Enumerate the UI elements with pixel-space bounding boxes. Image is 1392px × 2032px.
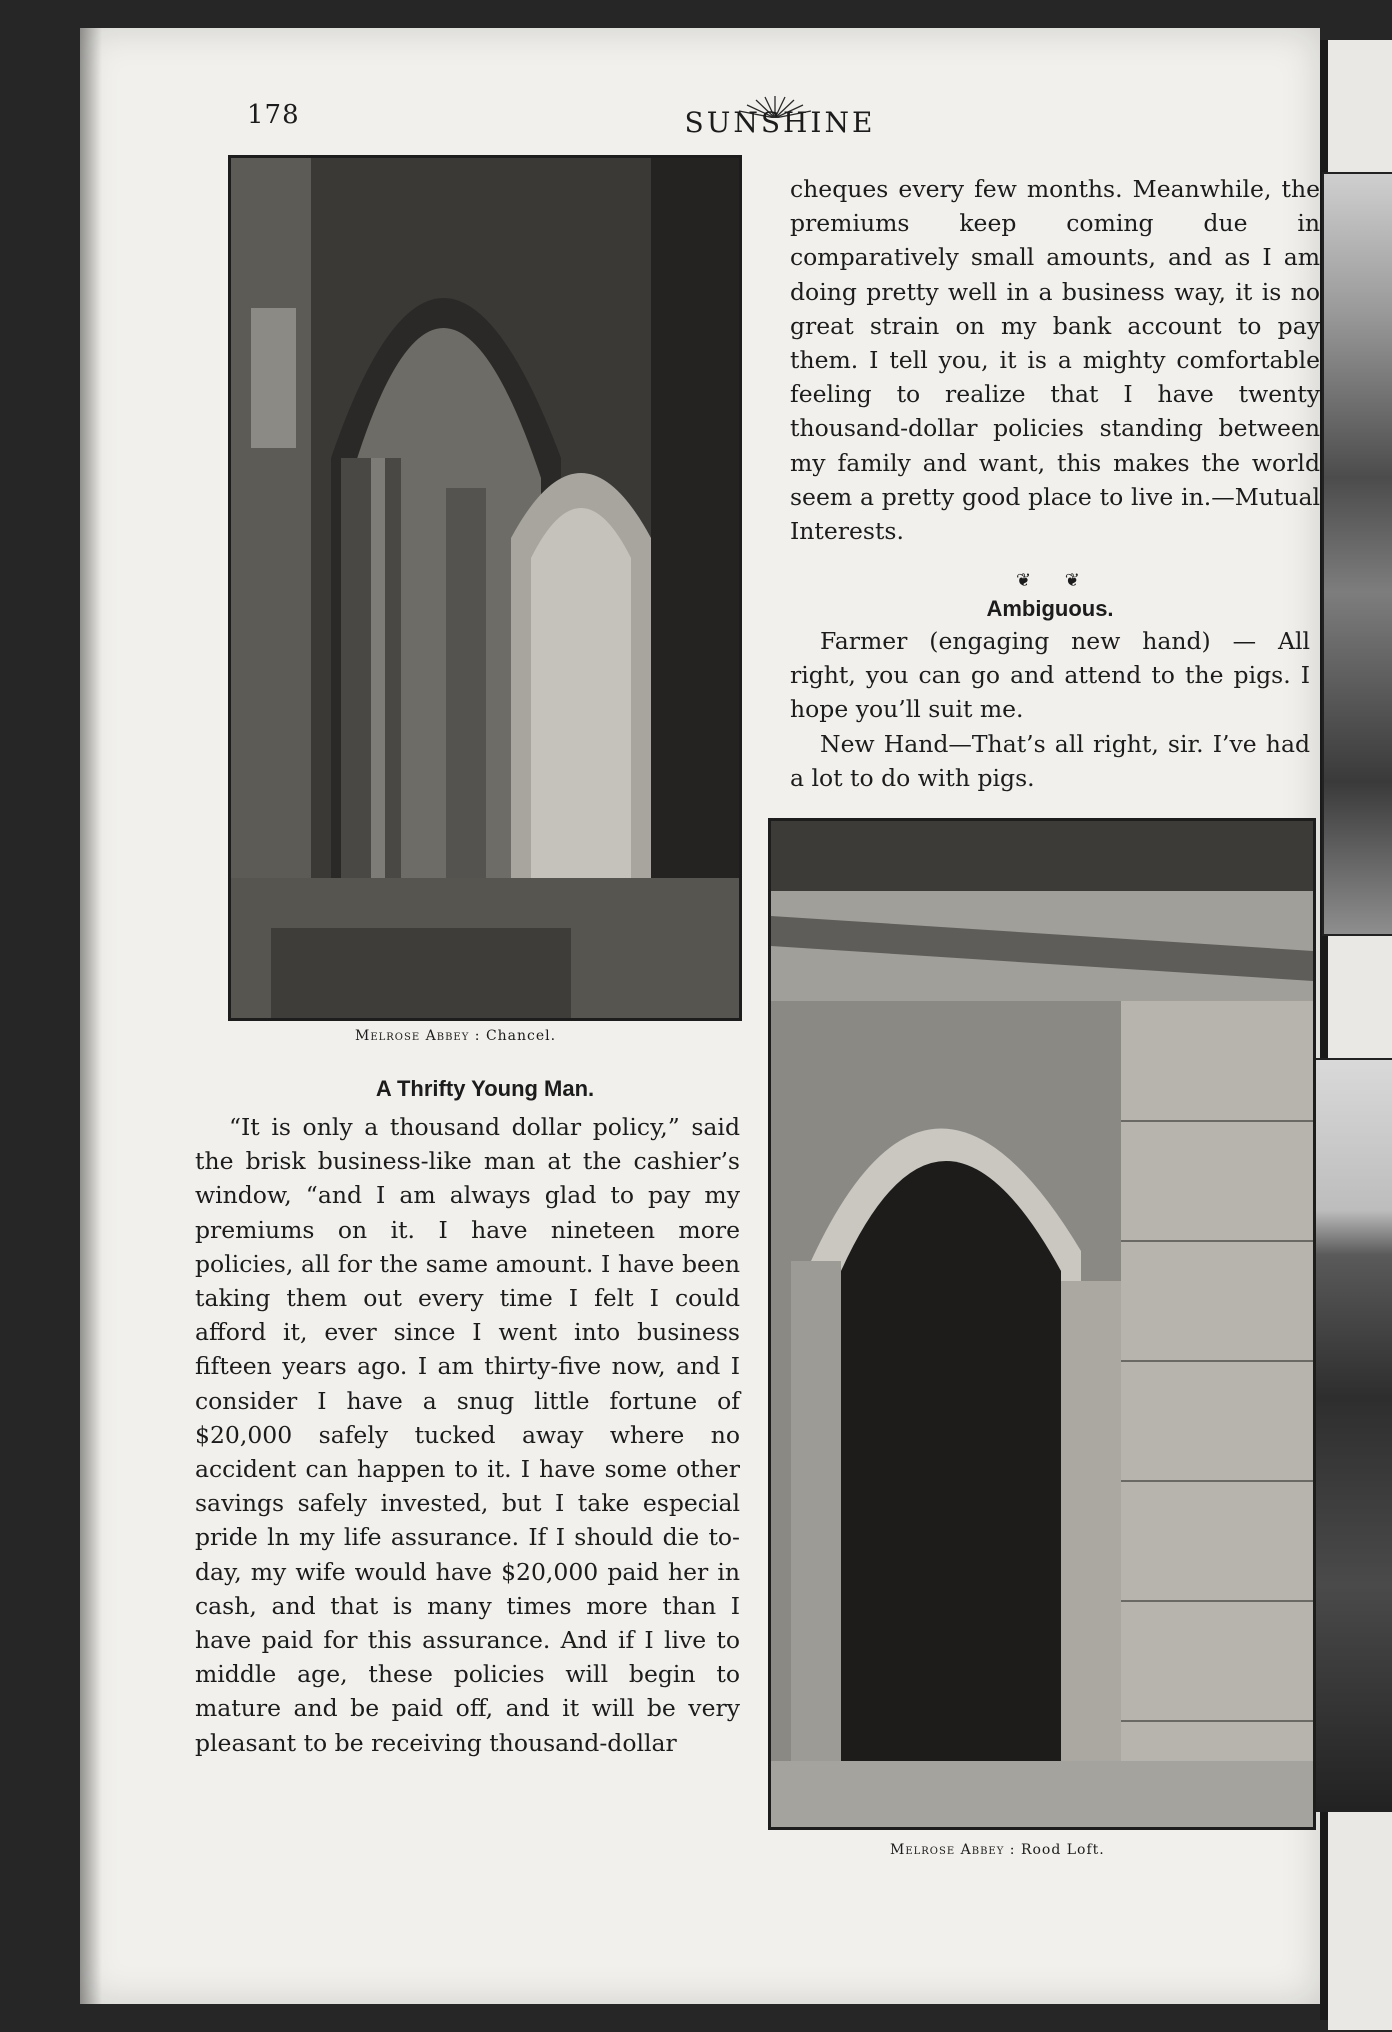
photo-melrose-roodloft: [768, 818, 1316, 1830]
caption-chancel-place: Chancel.: [485, 1028, 557, 1044]
article-continuation-text: cheques every few months. Meanwhile, the premiums keep coming due in comparatively small amounts, and as I am doing pretty well in a business way, it is no great strain on my bank account to pay them. I tell you, it is a mighty comfortable feeling to realize that I have twenty thousand-dollar policies standing between my family and want, this makes the world seem a pretty good place to live in.—Mutual Interests.: [790, 175, 1320, 546]
photo-melrose-chancel: [228, 155, 742, 1021]
ornament-icon: ❦ ❦: [1016, 570, 1094, 591]
facing-page-photo-top: [1322, 172, 1392, 936]
caption-roodloft: [890, 1842, 1105, 1858]
article-ambiguous: [790, 624, 1310, 795]
article-thrifty-young-man: [195, 1110, 740, 1760]
heading-thrifty-young-man: A Thrifty Young Man.: [375, 1076, 595, 1101]
caption-roodloft-name: Melrose Abbey: [890, 1842, 1005, 1858]
caption-roodloft-separator: :: [1009, 1842, 1021, 1858]
ambiguous-para-1: Farmer (engaging new hand) — All right, you can go and attend to the pigs. I hope you’ll suit me.: [790, 627, 1310, 724]
caption-chancel-separator: :: [474, 1028, 486, 1044]
thrifty-text: “It is only a thousand dollar policy,” said the brisk business-like man at the cashier’s window, “and I am always glad to pay my premiums on it. I have nineteen more policies, all for the same amount. I have been taking them out every time I felt I could afford it, ever since I went into business fifteen years ago. I am thirty-five now, and I consider I have a snug little fortune of $20,000 safely tucked away where no accident can happen to it. I have some other savings safely invested, but I take especial pride ln my life assurance. If I should die to-day, my wife would have $20,000 paid her in cash, and that is many times more than I have paid for this assurance. And if I live to middle age, these policies will begin to mature and be paid off, and it will be very pleasant to be receiving thousand-dollar: [195, 1113, 740, 1757]
page-edge-shadow: [80, 28, 102, 2004]
ambiguous-para-2: New Hand—That’s all right, sir. I’ve had a lot to do with pigs.: [790, 729, 1310, 792]
caption-roodloft-place: Rood Loft.: [1020, 1842, 1105, 1858]
masthead-title: SUNSHINE: [684, 106, 876, 139]
article-continuation: [790, 172, 1320, 548]
heading-ambiguous: Ambiguous.: [986, 596, 1114, 621]
facing-page-photo-bottom: [1310, 1058, 1392, 1812]
caption-chancel: [355, 1028, 556, 1044]
page-number: 178: [247, 100, 300, 130]
caption-chancel-name: Melrose Abbey: [355, 1028, 470, 1044]
